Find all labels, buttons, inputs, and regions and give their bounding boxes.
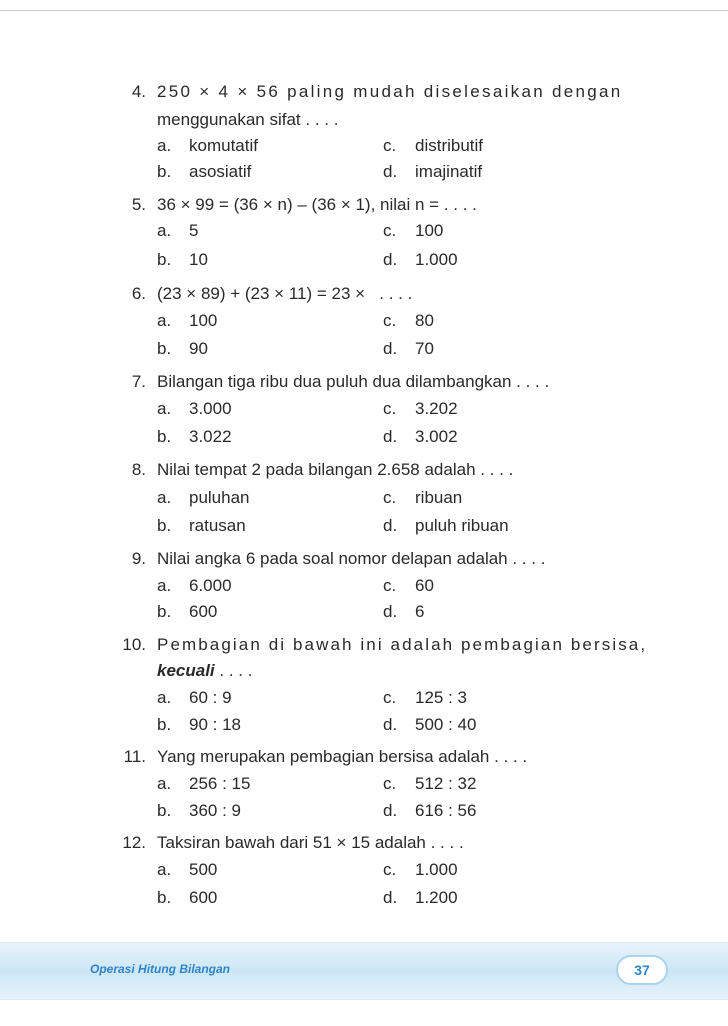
question-number: 11.: [123, 747, 146, 766]
option-d: d. imajinatif: [383, 162, 483, 181]
question-number: 10.: [122, 635, 146, 654]
option-a: a. komutatif: [157, 136, 258, 155]
question-stem-line2: menggunakan sifat . . . .: [157, 110, 339, 129]
option-c: c. 125 : 3: [383, 688, 467, 707]
option-d: d. 70: [383, 339, 434, 358]
option-b: b. 90: [157, 339, 208, 358]
question-stem: (23 × 89) + (23 × 11) = 23 × . . . .: [157, 284, 413, 303]
option-a: a. 500: [157, 860, 218, 879]
option-b: b. 3.022: [157, 427, 232, 446]
option-d: d. 1.000: [383, 250, 458, 269]
option-d: d. 6: [383, 602, 425, 621]
top-rule: [0, 10, 728, 11]
kecuali-emphasis: kecuali: [157, 661, 215, 680]
option-c: c. 1.000: [383, 860, 458, 879]
option-d: d. 500 : 40: [383, 715, 477, 734]
option-a: a. 3.000: [157, 399, 232, 418]
question-stem: Yang merupakan pembagian bersisa adalah . . . .: [157, 747, 528, 766]
question-stem: Taksiran bawah dari 51 × 15 adalah . . . .: [157, 833, 464, 852]
question-stem: Bilangan tiga ribu dua puluh dua dilambangkan . . . .: [157, 372, 550, 391]
option-c: c. 80: [383, 311, 434, 330]
question-number: 8.: [131, 460, 146, 479]
option-d: d. 1.200: [383, 888, 458, 907]
option-a: a. 5: [157, 221, 199, 240]
option-b: b. ratusan: [157, 516, 246, 535]
question-number: 4.: [131, 82, 146, 101]
option-b: b. 90 : 18: [157, 715, 241, 734]
option-c: c. ribuan: [383, 488, 463, 507]
question-stem: Nilai angka 6 pada soal nomor delapan adalah . . . .: [157, 549, 546, 568]
option-a: a. 60 : 9: [157, 688, 232, 707]
question-number: 6.: [131, 284, 146, 303]
question-stem: Pembagian di bawah ini adalah pembagian bersisa,: [157, 635, 648, 654]
option-b: b. 600: [157, 888, 218, 907]
option-d: d. 3.002: [383, 427, 458, 446]
option-c: c. 3.202: [383, 399, 458, 418]
option-d: d. puluh ribuan: [383, 516, 509, 535]
question-number: 7.: [131, 372, 146, 391]
option-c: c. 100: [383, 221, 444, 240]
option-a: a. 256 : 15: [157, 774, 251, 793]
footer-chapter-title: Operasi Hitung Bilangan: [90, 962, 231, 976]
question-number: 5.: [131, 195, 146, 214]
option-b: b. 600: [157, 602, 218, 621]
option-b: b. asosiatif: [157, 162, 252, 181]
option-a: a. puluhan: [157, 488, 250, 507]
option-c: c. 60: [383, 576, 434, 595]
option-b: b. 360 : 9: [157, 801, 241, 820]
question-number: 9.: [131, 549, 146, 568]
page-number-badge: 37: [616, 955, 668, 985]
question-stem: 250 × 4 × 56 paling mudah diselesaikan dengan: [157, 82, 623, 101]
option-b: b. 10: [157, 250, 208, 269]
question-stem: 36 × 99 = (36 × n) – (36 × 1), nilai n = . . . .: [157, 195, 477, 214]
question-stem-line2: kecuali . . . .: [157, 661, 253, 680]
option-c: c. 512 : 32: [383, 774, 477, 793]
question-stem: Nilai tempat 2 pada bilangan 2.658 adalah . . . .: [157, 460, 514, 479]
question-number: 12.: [122, 833, 146, 852]
option-c: c. distributif: [383, 136, 484, 155]
option-a: a. 6.000: [157, 576, 232, 595]
option-a: a. 100: [157, 311, 218, 330]
option-d: d. 616 : 56: [383, 801, 477, 820]
